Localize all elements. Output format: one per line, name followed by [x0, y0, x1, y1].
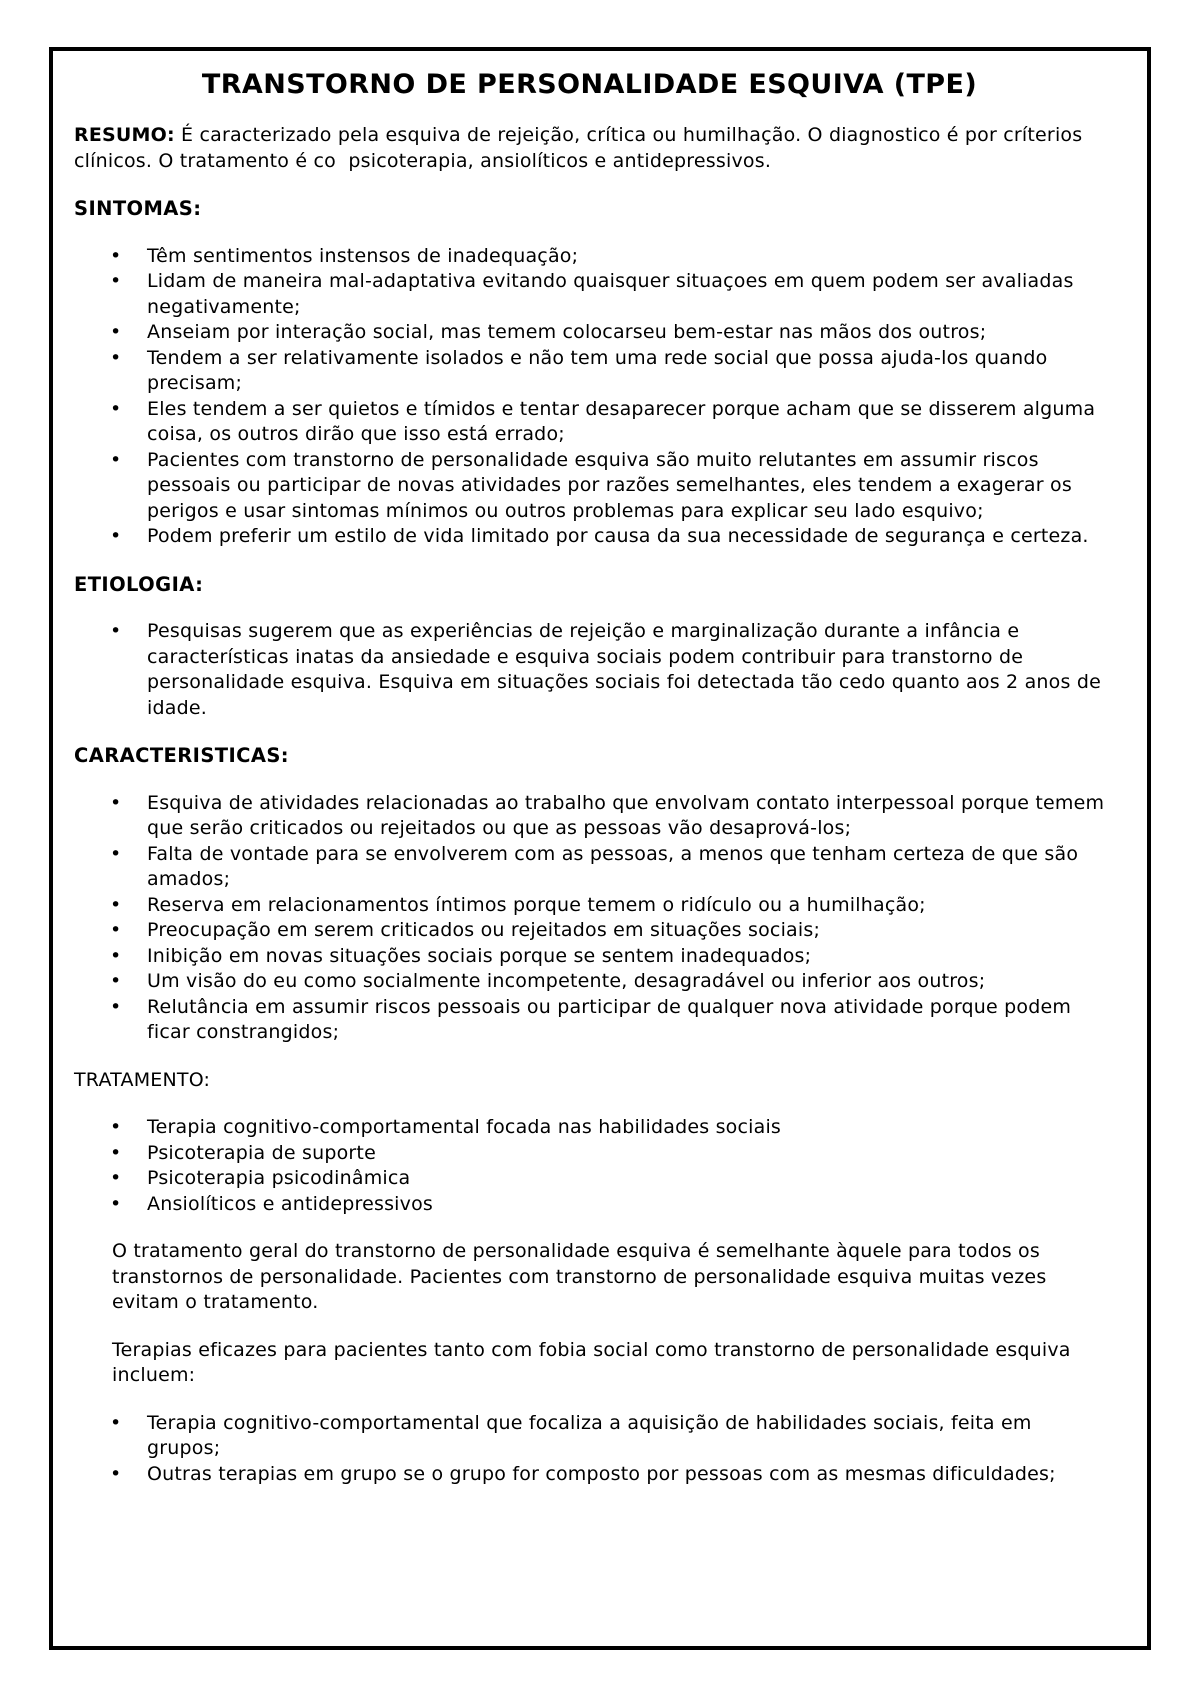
- page-title: TRANSTORNO DE PERSONALIDADE ESQUIVA (TPE): [201, 69, 978, 100]
- list-item: • Lidam de maneira mal-adaptativa evitando quaisquer situaçoes em quem podem ser avaliadas negativamente;: [147, 269, 1105, 320]
- list-item: • Pacientes com transtorno de personalidade esquiva são muito relutantes em assumir riscos pessoais ou participar de novas atividades por razões semelhantes, eles tendem a exagerar os perigos e usar sintomas mínimos ou outros problemas para explicar seu lado esquivo;: [147, 448, 1105, 525]
- list-item: • Pesquisas sugerem que as experiências de rejeição e marginalização durante a infância e características inatas da ansiedade e esquiva sociais podem contribuir para transtorno de personalidade esquiva. Esquiva em situações sociais foi detectada tão cedo quanto aos 2 anos de idade.: [147, 619, 1105, 721]
- resumo-text: É caracterizado pela esquiva de rejeição, crítica ou humilhação. O diagnostico é por críterios clínicos. O tratamento é co psicoterapia, ansiolíticos e antidepressivos.: [74, 124, 1089, 172]
- section-heading-etiologia: ETIOLOGIA:: [74, 572, 204, 596]
- section-heading-caracteristicas: CARACTERISTICAS:: [74, 744, 289, 767]
- list-item: • Ansiolíticos e antidepressivos: [147, 1192, 1105, 1218]
- list-item: • Reserva em relacionamentos íntimos porque temem o ridículo ou a humilhação;: [147, 893, 1105, 919]
- list-item: • Psicoterapia de suporte: [147, 1141, 1105, 1167]
- section-heading-sintomas: SINTOMAS:: [74, 197, 202, 220]
- list-item: • Anseiam por interação social, mas temem colocarseu bem-estar nas mãos dos outros;: [147, 320, 1105, 346]
- tratamento-list: [74, 1115, 1105, 1217]
- list-item: • Outras terapias em grupo se o grupo for composto por pessoas com as mesmas dificuldades;: [147, 1462, 1105, 1488]
- resumo-paragraph: [74, 123, 1105, 174]
- list-item: • Inibição em novas situações sociais porque se sentem inadequados;: [147, 944, 1105, 970]
- list-item: • Eles tendem a ser quietos e tímidos e tentar desaparecer porque acham que se disserem alguma coisa, os outros dirão que isso está errado;: [147, 397, 1105, 448]
- terapias-intro-paragraph: Terapias eficazes para pacientes tanto com fobia social como transtorno de personalidade esquiva incluem:: [112, 1338, 1071, 1386]
- list-item: • Um visão do eu como socialmente incompetente, desagradável ou inferior aos outros;: [147, 969, 1105, 995]
- list-item: • Falta de vontade para se envolverem com as pessoas, a menos que tenham certeza de que são amados;: [147, 842, 1105, 893]
- list-item: • Têm sentimentos instensos de inadequação;: [147, 244, 1105, 270]
- terapias-eficazes-list: [74, 1411, 1105, 1488]
- list-item: • Preocupação em serem criticados ou rejeitados em situações sociais;: [147, 918, 1105, 944]
- list-item: • Terapia cognitivo-comportamental que focaliza a aquisição de habilidades sociais, feita em grupos;: [147, 1411, 1105, 1462]
- document-page: [49, 47, 1151, 1650]
- etiologia-list: [74, 619, 1105, 721]
- list-item: • Esquiva de atividades relacionadas ao trabalho que envolvam contato interpessoal porque temem que serão criticados ou rejeitados ou que as pessoas vão desaprová-los;: [147, 791, 1105, 842]
- list-item: • Podem preferir um estilo de vida limitado por causa da sua necessidade de segurança e certeza.: [147, 524, 1105, 550]
- caracteristicas-list: [74, 791, 1105, 1046]
- list-item: • Relutância em assumir riscos pessoais ou participar de qualquer nova atividade porque podem ficar constrangidos;: [147, 995, 1105, 1046]
- section-heading-tratamento: TRATAMENTO:: [74, 1068, 211, 1091]
- list-item: • Tendem a ser relativamente isolados e não tem uma rede social que possa ajuda-los quando precisam;: [147, 346, 1105, 397]
- resumo-label: RESUMO:: [74, 124, 175, 146]
- list-item: • Psicoterapia psicodinâmica: [147, 1166, 1105, 1192]
- list-item: • Terapia cognitivo-comportamental focada nas habilidades sociais: [147, 1115, 1105, 1141]
- sintomas-list: [74, 244, 1105, 550]
- tratamento-paragraph: O tratamento geral do transtorno de personalidade esquiva é semelhante àquele para todos os transtornos de personalidade. Pacientes com transtorno de personalidade esquiva muitas vezes evitam o tratamento.: [112, 1240, 1047, 1313]
